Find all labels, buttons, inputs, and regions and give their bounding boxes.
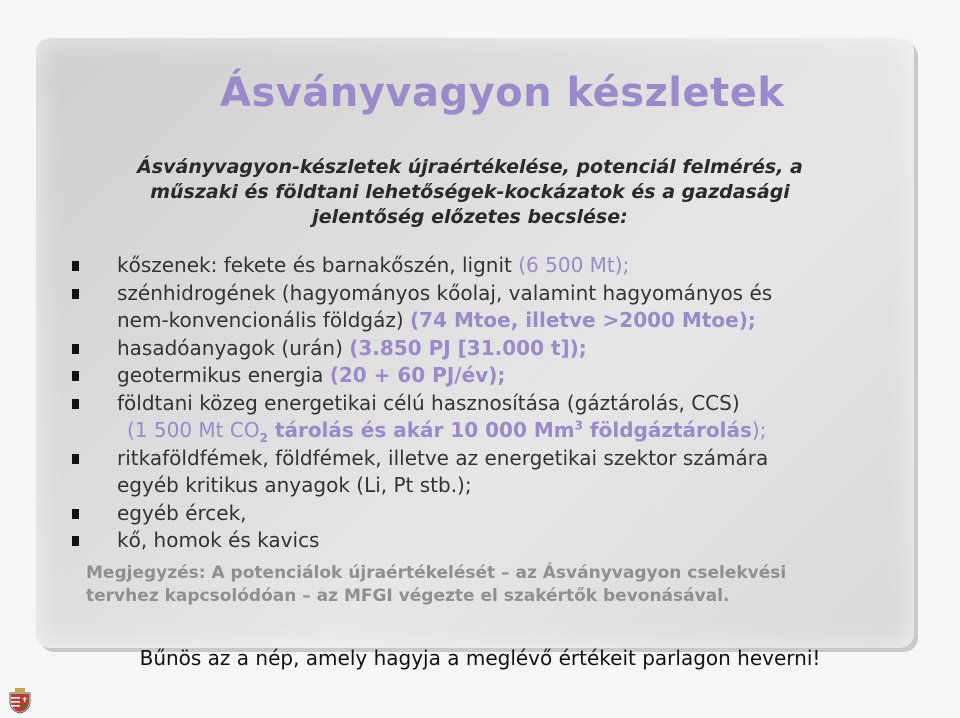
- intro-text: [100, 155, 840, 230]
- intro-line: műszaki és földtani lehetőségek-kockázatok és a gazdasági: [150, 181, 790, 203]
- square-bullet-icon: [72, 399, 79, 409]
- item-text: nem-konvencionális földgáz): [117, 308, 411, 332]
- square-bullet-icon: [72, 454, 79, 464]
- intro-line: jelentőség előzetes becslése:: [312, 206, 628, 228]
- item-text: egyéb ércek,: [117, 500, 247, 525]
- item-text: hasadóanyagok (urán): [117, 335, 350, 360]
- item-value: tárolás és akár 10 000 Mm: [267, 418, 575, 442]
- item-value: (1 500 Mt CO: [127, 418, 260, 442]
- list-item: [70, 445, 910, 500]
- square-bullet-icon: [72, 371, 79, 381]
- list-item: [70, 362, 910, 390]
- item-value-line: [117, 417, 910, 445]
- list-item: [70, 335, 910, 363]
- closing-quote: Bűnös az a nép, amely hagyja a meglévő értékeit parlagon heverni!: [139, 646, 821, 670]
- item-text: kőszenek: fekete és barnakőszén, lignit: [117, 253, 519, 277]
- square-bullet-icon: [72, 536, 79, 546]
- item-value: 2: [259, 431, 268, 445]
- item-text: szénhidrogének (hagyományos kőolaj, valamint hagyományos és: [117, 280, 773, 305]
- item-text: kő, homok és kavics: [117, 528, 320, 552]
- square-bullet-icon: [72, 289, 79, 299]
- item-value: (6 500 Mt);: [518, 253, 630, 277]
- item-value: földgáztárolás: [582, 418, 752, 442]
- item-value: (3.850 PJ [31.000 t]);: [349, 335, 587, 360]
- intro-line: Ásványvagyon-készletek újraértékelése, potenciál felmérés, a: [137, 156, 803, 178]
- item-value: (20 + 60 PJ/év);: [329, 363, 506, 387]
- list-item: [70, 280, 910, 335]
- footnote-line: Megjegyzés: A potenciálok újraértékelését – az Ásványvagyon cselekvési: [86, 563, 787, 583]
- coat-of-arms-icon: [8, 688, 32, 714]
- resource-list: [70, 252, 910, 555]
- list-item: [70, 500, 910, 528]
- item-text: egyéb kritikus anyagok (Li, Pt stb.);: [117, 473, 472, 497]
- item-value: (74 Mtoe, illetve >2000 Mtoe);: [410, 308, 756, 332]
- footnote-line: tervhez kapcsolódóan – az MFGI végezte el szakértők bevonásával.: [86, 586, 730, 606]
- list-item: [70, 390, 910, 445]
- square-bullet-icon: [72, 509, 79, 519]
- footnote: [86, 562, 886, 608]
- list-item: [70, 252, 910, 280]
- list-item: [70, 527, 910, 555]
- item-text: ritkaföldfémek, földfémek, illetve az energetikai szektor számára: [117, 445, 769, 470]
- item-text: földtani közeg energetikai célú hasznosítása (gáztárolás, CCS): [117, 390, 740, 415]
- slide-title: Ásványvagyon készletek: [220, 70, 785, 116]
- square-bullet-icon: [72, 261, 79, 271]
- item-text: geotermikus energia: [117, 363, 330, 387]
- item-value: );: [751, 418, 767, 442]
- item-value: 3: [574, 418, 583, 433]
- square-bullet-icon: [72, 344, 79, 354]
